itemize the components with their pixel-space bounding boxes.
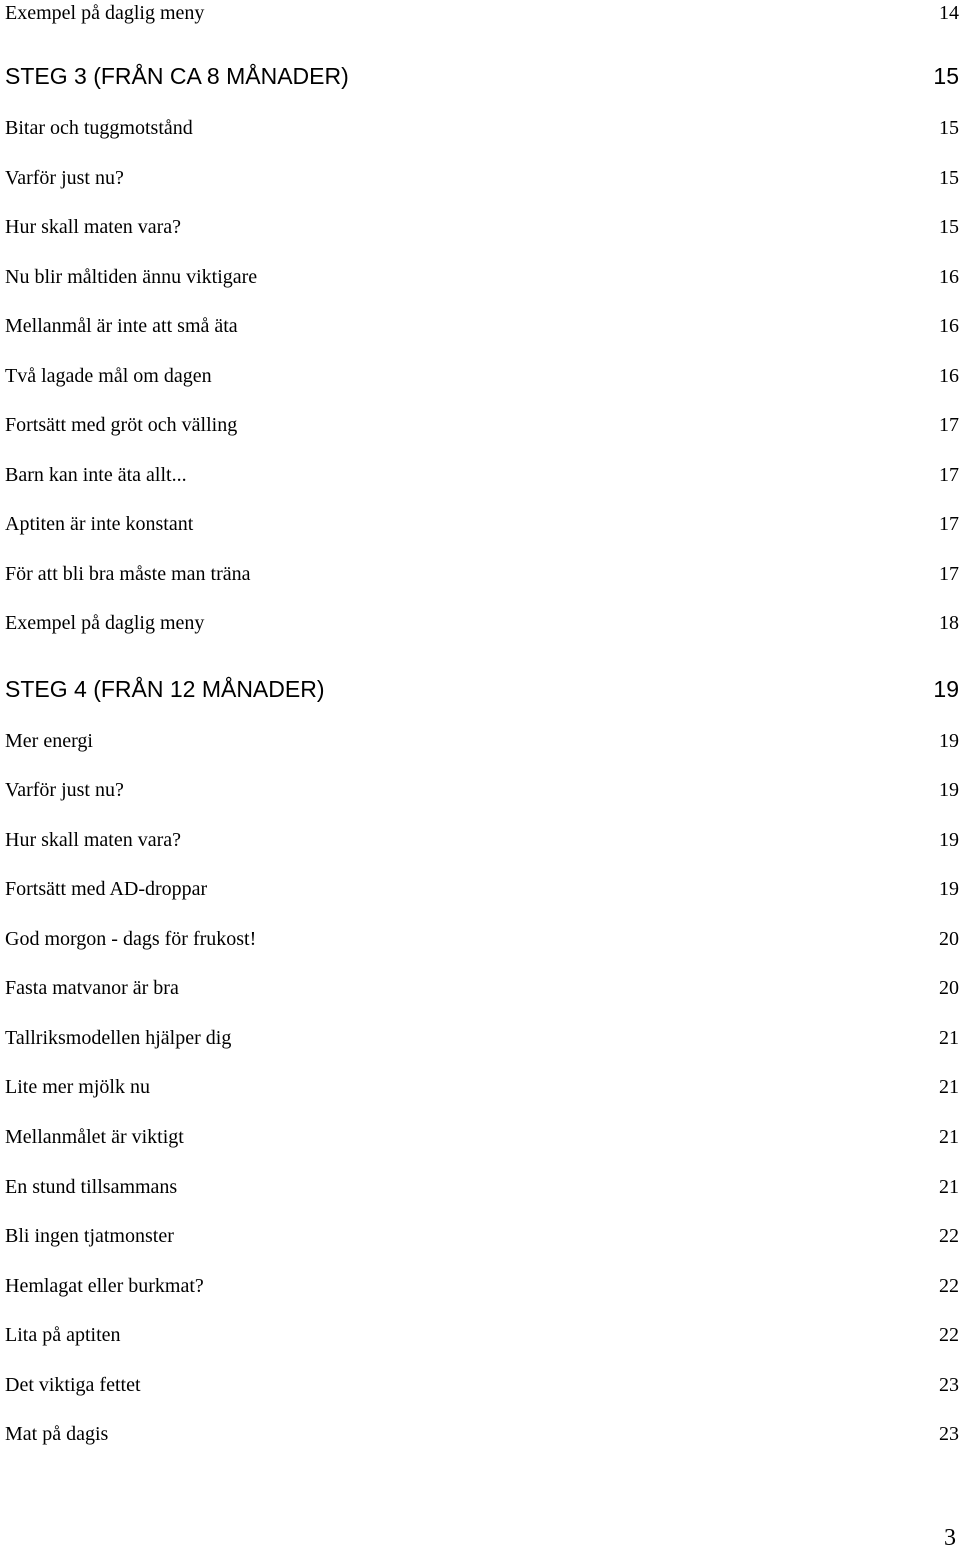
toc-entry-title: Exempel på daglig meny: [5, 2, 205, 24]
toc-entry-title: Varför just nu?: [5, 167, 124, 189]
toc-entry: [5, 1075, 959, 1099]
toc-entry-title: Tallriksmodellen hjälper dig: [5, 1027, 232, 1049]
toc-entry-page: 17: [939, 414, 959, 436]
toc-entry-title: Mellanmål är inte att små äta: [5, 315, 238, 337]
toc-entry-title: Barn kan inte äta allt...: [5, 464, 187, 486]
toc-entry-title: Mat på dagis: [5, 1423, 109, 1445]
toc-entry-page: 19: [939, 730, 959, 752]
toc-entry-page: 14: [939, 2, 959, 24]
toc-entry: [5, 1323, 959, 1347]
toc-entry-page: 20: [939, 977, 959, 999]
toc-entry: [5, 927, 959, 951]
toc-entry-title: Varför just nu?: [5, 779, 124, 801]
toc-heading-title: STEG 4 (FRÅN 12 MÅNADER): [5, 676, 325, 702]
toc-entry-page: 21: [939, 1027, 959, 1049]
toc-entry-page: 22: [939, 1324, 959, 1346]
toc-entry-title: En stund tillsammans: [5, 1176, 178, 1198]
toc-entry: [5, 778, 959, 802]
toc-entry: [5, 1274, 959, 1298]
toc-entry-title: Hur skall maten vara?: [5, 829, 182, 851]
toc-entry-page: 17: [939, 464, 959, 486]
toc-entry-page: 15: [939, 216, 959, 238]
toc-entry-title: Fortsätt med AD-droppar: [5, 878, 208, 900]
toc-entry-page: 23: [939, 1423, 959, 1445]
toc-entry-page: 22: [939, 1275, 959, 1297]
toc-entry: [5, 364, 959, 388]
toc-entry: [5, 314, 959, 338]
toc-heading-page: 19: [933, 676, 959, 702]
toc-entry: [5, 1373, 959, 1397]
toc-entry-page: 15: [939, 167, 959, 189]
toc-entry: [5, 1224, 959, 1248]
toc-entry-title: God morgon - dags för frukost!: [5, 928, 257, 950]
toc-entry-title: Aptiten är inte konstant: [5, 513, 194, 535]
toc-entry-title: Två lagade mål om dagen: [5, 365, 212, 387]
toc-entry: [5, 463, 959, 487]
toc-entry-page: 21: [939, 1126, 959, 1148]
toc-entry-title: Fortsätt med gröt och välling: [5, 414, 238, 436]
toc-section-heading: [5, 62, 959, 90]
toc-entry-page: 21: [939, 1176, 959, 1198]
toc-entry: [5, 1175, 959, 1199]
toc-entry-page: 18: [939, 612, 959, 634]
toc-entry: [5, 215, 959, 239]
toc-entry: [5, 729, 959, 753]
toc-entry-page: 19: [939, 829, 959, 851]
toc-entry: [5, 611, 959, 635]
toc-entry: [5, 828, 959, 852]
toc-entry-page: 19: [939, 878, 959, 900]
toc-entry: [5, 116, 959, 140]
toc-entry-page: 17: [939, 563, 959, 585]
toc-entry: [5, 562, 959, 586]
toc-entry-title: Nu blir måltiden ännu viktigare: [5, 266, 258, 288]
toc-entry: [5, 1125, 959, 1149]
toc-entry-title: Lita på aptiten: [5, 1324, 121, 1346]
toc-heading-title: STEG 3 (FRÅN CA 8 MÅNADER): [5, 63, 349, 89]
toc-entry-title: Hemlagat eller burkmat?: [5, 1275, 204, 1297]
toc-entry-page: 16: [939, 365, 959, 387]
toc-entry-title: Hur skall maten vara?: [5, 216, 182, 238]
toc-entry-page: 16: [939, 315, 959, 337]
toc-entry-title: Mer energi: [5, 730, 93, 752]
toc-entry: [5, 976, 959, 1000]
toc-entry-page: 16: [939, 266, 959, 288]
toc-entry-title: Det viktiga fettet: [5, 1374, 141, 1396]
toc-entry-title: Mellanmålet är viktigt: [5, 1126, 184, 1148]
toc-entry: [5, 1, 959, 25]
toc-entry-page: 21: [939, 1076, 959, 1098]
toc-entry-title: Lite mer mjölk nu: [5, 1076, 150, 1098]
toc-entry-title: Bitar och tuggmotstånd: [5, 117, 193, 139]
toc-entry-page: 23: [939, 1374, 959, 1396]
toc-entry-title: Bli ingen tjatmonster: [5, 1225, 174, 1247]
toc-entry-title: För att bli bra måste man träna: [5, 563, 251, 585]
toc-entry: [5, 1422, 959, 1446]
toc-entry-page: 22: [939, 1225, 959, 1247]
toc-entry-page: 19: [939, 779, 959, 801]
toc-entry: [5, 413, 959, 437]
toc-section-heading: [5, 675, 959, 703]
toc-entry-page: 15: [939, 117, 959, 139]
toc-entry: [5, 1026, 959, 1050]
toc-heading-page: 15: [933, 63, 959, 89]
toc-entry: [5, 166, 959, 190]
toc-entry: [5, 512, 959, 536]
toc-entry: [5, 265, 959, 289]
toc-entry-title: Fasta matvanor är bra: [5, 977, 179, 999]
page-number: 3: [944, 1525, 956, 1551]
toc-entry-page: 20: [939, 928, 959, 950]
toc-entry-page: 17: [939, 513, 959, 535]
toc-entry-title: Exempel på daglig meny: [5, 612, 205, 634]
toc-entry: [5, 877, 959, 901]
